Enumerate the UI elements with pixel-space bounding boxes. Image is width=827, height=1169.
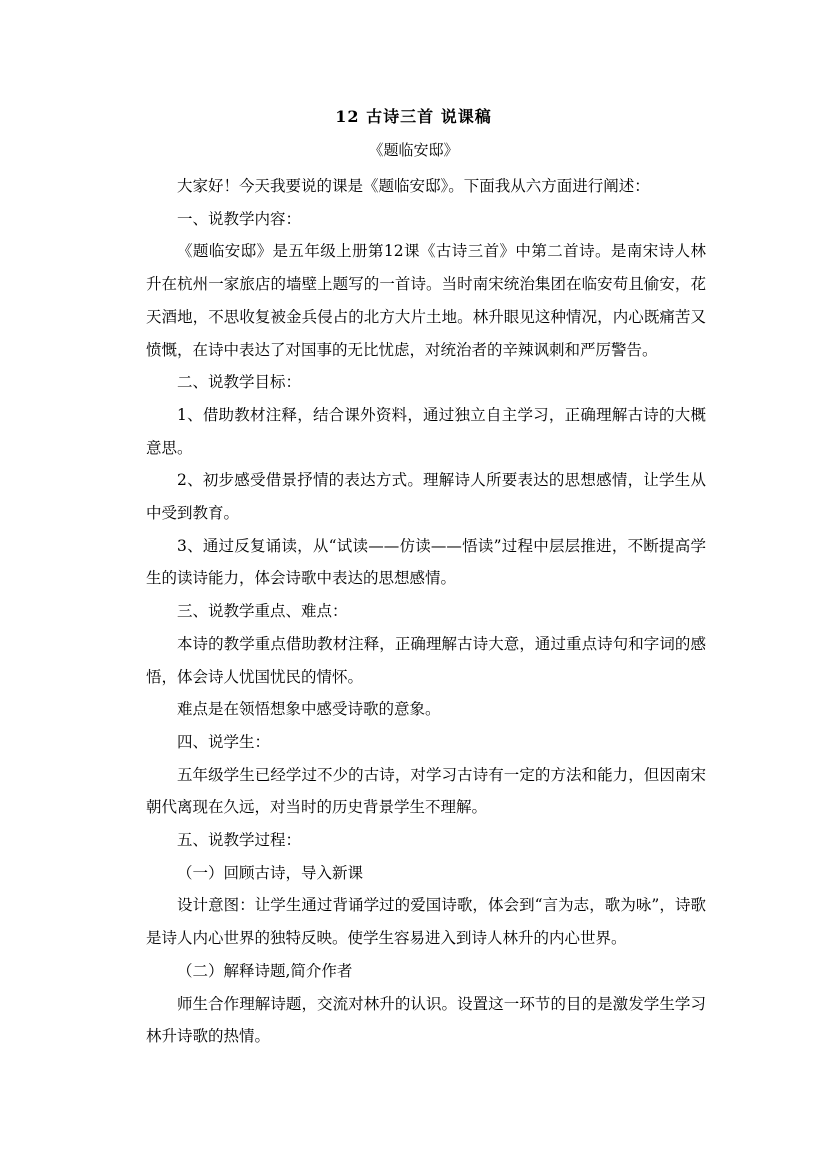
document-body	[146, 170, 706, 1053]
section-heading-process: 五、说教学过程：	[177, 831, 302, 850]
section-heading-content: 一、说教学内容：	[177, 209, 302, 228]
paragraph-goal-3: 3、通过反复诵读，从“试读——仿读——悟读”过程中层层推进，不断提高学生的读诗能力，体会诗歌中表达的思想感情。	[146, 536, 706, 588]
paragraph-students: 五年级学生已经学过不少的古诗，对学习古诗有一定的方法和能力，但因南宋朝代离现在久远，对当时的历史背景学生不理解。	[146, 765, 706, 817]
section-heading-students: 四、说学生：	[177, 732, 271, 751]
paragraph-intro: 大家好！今天我要说的课是《题临安邸》。下面我从六方面进行阐述：	[177, 177, 650, 195]
paragraph-goal-2: 2、初步感受借景抒情的表达方式。理解诗人所要表达的思想感情，让学生从中受到教育。	[146, 471, 706, 523]
section-heading-goals: 二、说教学目标：	[177, 373, 302, 392]
section-heading-keypoints: 三、说教学重点、难点：	[177, 602, 348, 621]
paragraph-review-intent: 设计意图：让学生通过背诵学过的爱国诗歌，体会到“言为志，歌为咏”，诗歌是诗人内心世界的独特反映。使学生容易进入到诗人林升的内心世界。	[146, 896, 706, 948]
paragraph-difficulty: 难点是在领悟想象中感受诗歌的意象。	[177, 700, 441, 719]
subsection-heading-review: （一）回顾古诗，导入新课	[177, 863, 364, 882]
paragraph-content: 《题临安邸》是五年级上册第12课《古诗三首》中第二首诗。是南宋诗人林升在杭州一家旅店的墙壁上题写的一首诗。当时南宋统治集团在临安苟且偷安，花天酒地，不思收复被金兵侵占的北方大片土地。林升眼见这种情况，内心既痛苦又愤慨，在诗中表达了对国事的无比忧虑，对统治者的辛辣讽刺和严厉警告。	[146, 242, 706, 359]
paragraph-title-author: 师生合作理解诗题，交流对林升的认识。设置这一环节的目的是激发学生学习林升诗歌的热情。	[146, 994, 706, 1046]
subsection-heading-title-author: （二）解释诗题,简介作者	[177, 961, 353, 980]
paragraph-keypoint: 本诗的教学重点借助教材注释，正确理解古诗大意，通过重点诗句和字词的感悟，体会诗人忧国忧民的情怀。	[146, 634, 706, 686]
document-title: 12 古诗三首 说课稿	[335, 107, 492, 126]
paragraph-goal-1: 1、借助教材注释，结合课外资料，通过独立自主学习，正确理解古诗的大概意思。	[146, 405, 706, 457]
document-subtitle: 《题临安邸》	[368, 141, 459, 159]
